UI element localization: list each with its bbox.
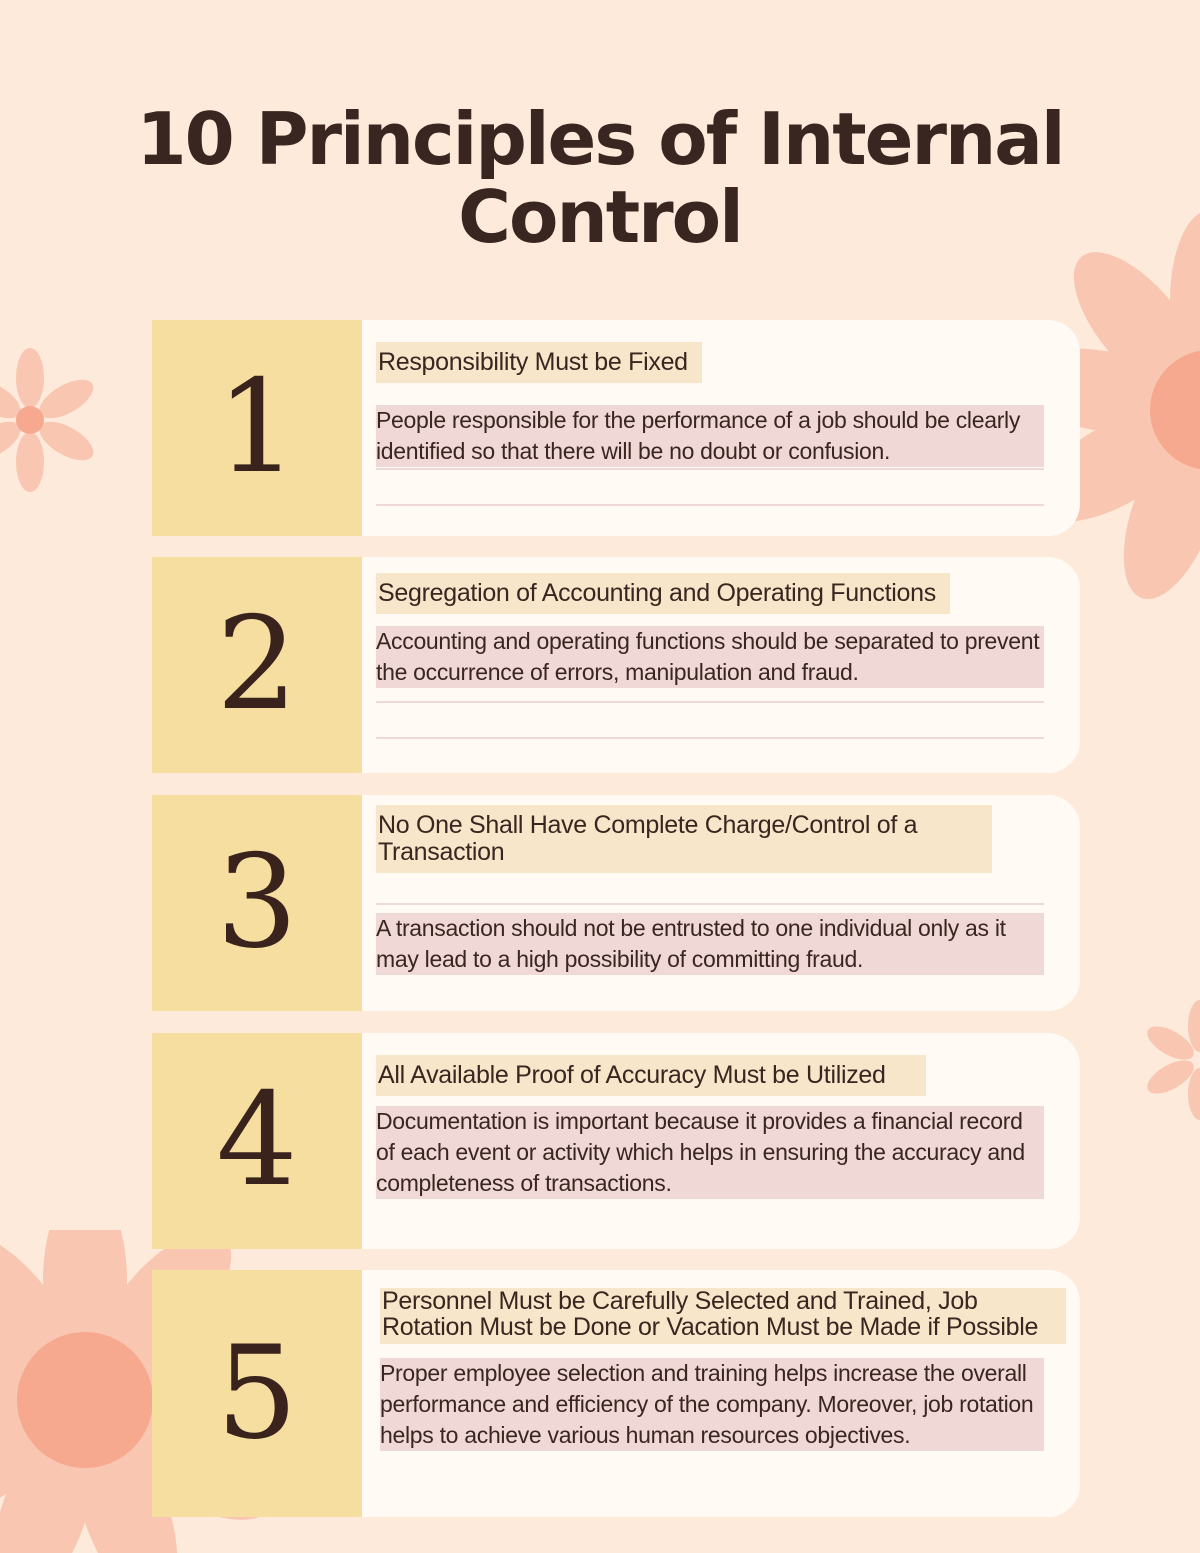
principle-number: 3 — [216, 828, 298, 977]
principle-body: Proper employee selection and training helps increase the overall performance and efficiency of the company. Moreover, job rotation helps to achieve various human resources objectives. — [380, 1358, 1044, 1451]
principle-heading: Responsibility Must be Fixed — [376, 342, 702, 383]
ruled-line — [376, 468, 1044, 470]
number-box — [152, 320, 362, 536]
principle-card-1 — [152, 320, 1080, 536]
ruled-line — [376, 737, 1044, 739]
principle-number: 1 — [216, 353, 298, 502]
flower-decoration-left-top — [0, 340, 100, 500]
ruled-line — [376, 903, 1044, 905]
page-title: 10 Principles of Internal Control — [136, 97, 1064, 259]
ruled-line — [376, 504, 1044, 506]
number-box — [152, 557, 362, 773]
number-box — [152, 1270, 362, 1517]
principle-heading: No One Shall Have Complete Charge/Control of a Transaction — [376, 805, 992, 873]
principle-heading: Segregation of Accounting and Operating Functions — [376, 573, 950, 614]
principle-heading: Personnel Must be Carefully Selected and Trained, Job Rotation Must be Done or Vacation Must be Made if Possible — [380, 1288, 1066, 1344]
principle-content — [362, 795, 1080, 1011]
principle-content — [362, 320, 1080, 536]
ruled-line — [376, 701, 1044, 703]
principle-card-5 — [152, 1270, 1080, 1517]
principle-number: 2 — [216, 590, 298, 739]
principle-body: Accounting and operating functions should be separated to prevent the occurrence of errors, manipulation and fraud. — [376, 626, 1044, 688]
principle-heading: All Available Proof of Accuracy Must be Utilized — [376, 1055, 926, 1096]
principle-body: Documentation is important because it provides a financial record of each event or activity which helps in ensuring the accuracy and completeness of transactions. — [376, 1106, 1044, 1199]
principle-body: People responsible for the performance of a job should be clearly identified so that there will be no doubt or confusion. — [376, 405, 1044, 467]
principle-card-3 — [152, 795, 1080, 1011]
principle-content — [362, 557, 1080, 773]
principle-content — [362, 1033, 1080, 1249]
principle-card-4 — [152, 1033, 1080, 1249]
principle-content — [362, 1270, 1080, 1517]
number-box — [152, 1033, 362, 1249]
flower-decoration-right-mid — [1120, 1000, 1200, 1120]
principle-card-2 — [152, 557, 1080, 773]
principle-number: 4 — [216, 1066, 298, 1215]
principle-body: A transaction should not be entrusted to one individual only as it may lead to a high possibility of committing fraud. — [376, 913, 1044, 975]
principle-number: 5 — [216, 1318, 298, 1468]
number-box — [152, 795, 362, 1011]
